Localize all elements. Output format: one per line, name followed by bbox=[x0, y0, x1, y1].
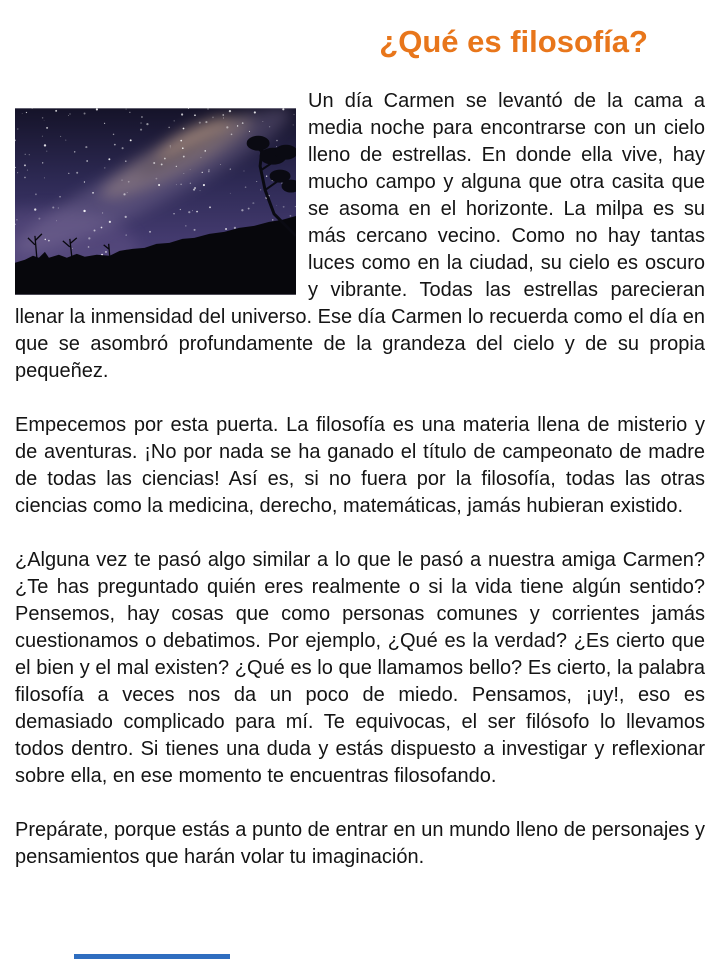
paragraph-philosophy-intro: Empecemos por esta puerta. La filosofía es una materia llena de misterio y de aventuras. ¡No por nada se ha ganado el título de campeonato de madre de todas las ciencias! Así es, si no fuera por la filosofía, todas las otras ciencias como la medicina, derecho, matemáticas, jamás hubieran existido. bbox=[15, 414, 705, 517]
body-text-area bbox=[0, 62, 720, 871]
paragraph-questions: ¿Alguna vez te pasó algo similar a lo que le pasó a nuestra amiga Carmen? ¿Te has preguntado quién eres realmente o si la vida tiene algún sentido? Pensemos, hay cosas que como personas comunes y corrientes jamás cuestionamos o debatimos. Por ejemplo, ¿Qué es la verdad? ¿Es cierto que el bien y el mal existen? ¿Qué es lo que llamamos bello? Es cierto, la palabra filosofía a veces nos da un poco de miedo. Pensamos, ¡uy!, eso es demasiado complicado para mí. Te equivocas, el ser filósofo lo llevamos todos dentro. Si tienes una duda y estás dispuesto a investigar y reflexionar sobre ella, en ese momento te encuentras filosofando. bbox=[15, 549, 705, 787]
paragraph-closing: Prepárate, porque estás a punto de entrar en un mundo lleno de personajes y pensamientos que harán volar tu imaginación. bbox=[15, 819, 705, 868]
night-sky-illustration bbox=[15, 108, 296, 295]
paragraph-carmen-story: Un día Carmen se levantó de la cama a media noche para encontrarse con un cielo lleno de estrellas. En donde ella vive, hay mucho campo y alguna que otra casita que se asoma en el horizonte. La milpa es su más cercano vecino. Como no hay tantas luces como en la ciudad, su cielo es oscuro y vibrante. Todas las estrellas parecieran llenar la inmensidad del universo. Ese día Carmen lo recuerda como el día en que se asombró profundamente de la grandeza del cielo y de su propia pequeñez. bbox=[15, 90, 705, 382]
page-title: ¿Qué es filosofía? bbox=[379, 24, 648, 59]
bottom-accent-bar bbox=[74, 954, 230, 959]
night-sky-photo bbox=[15, 108, 296, 295]
